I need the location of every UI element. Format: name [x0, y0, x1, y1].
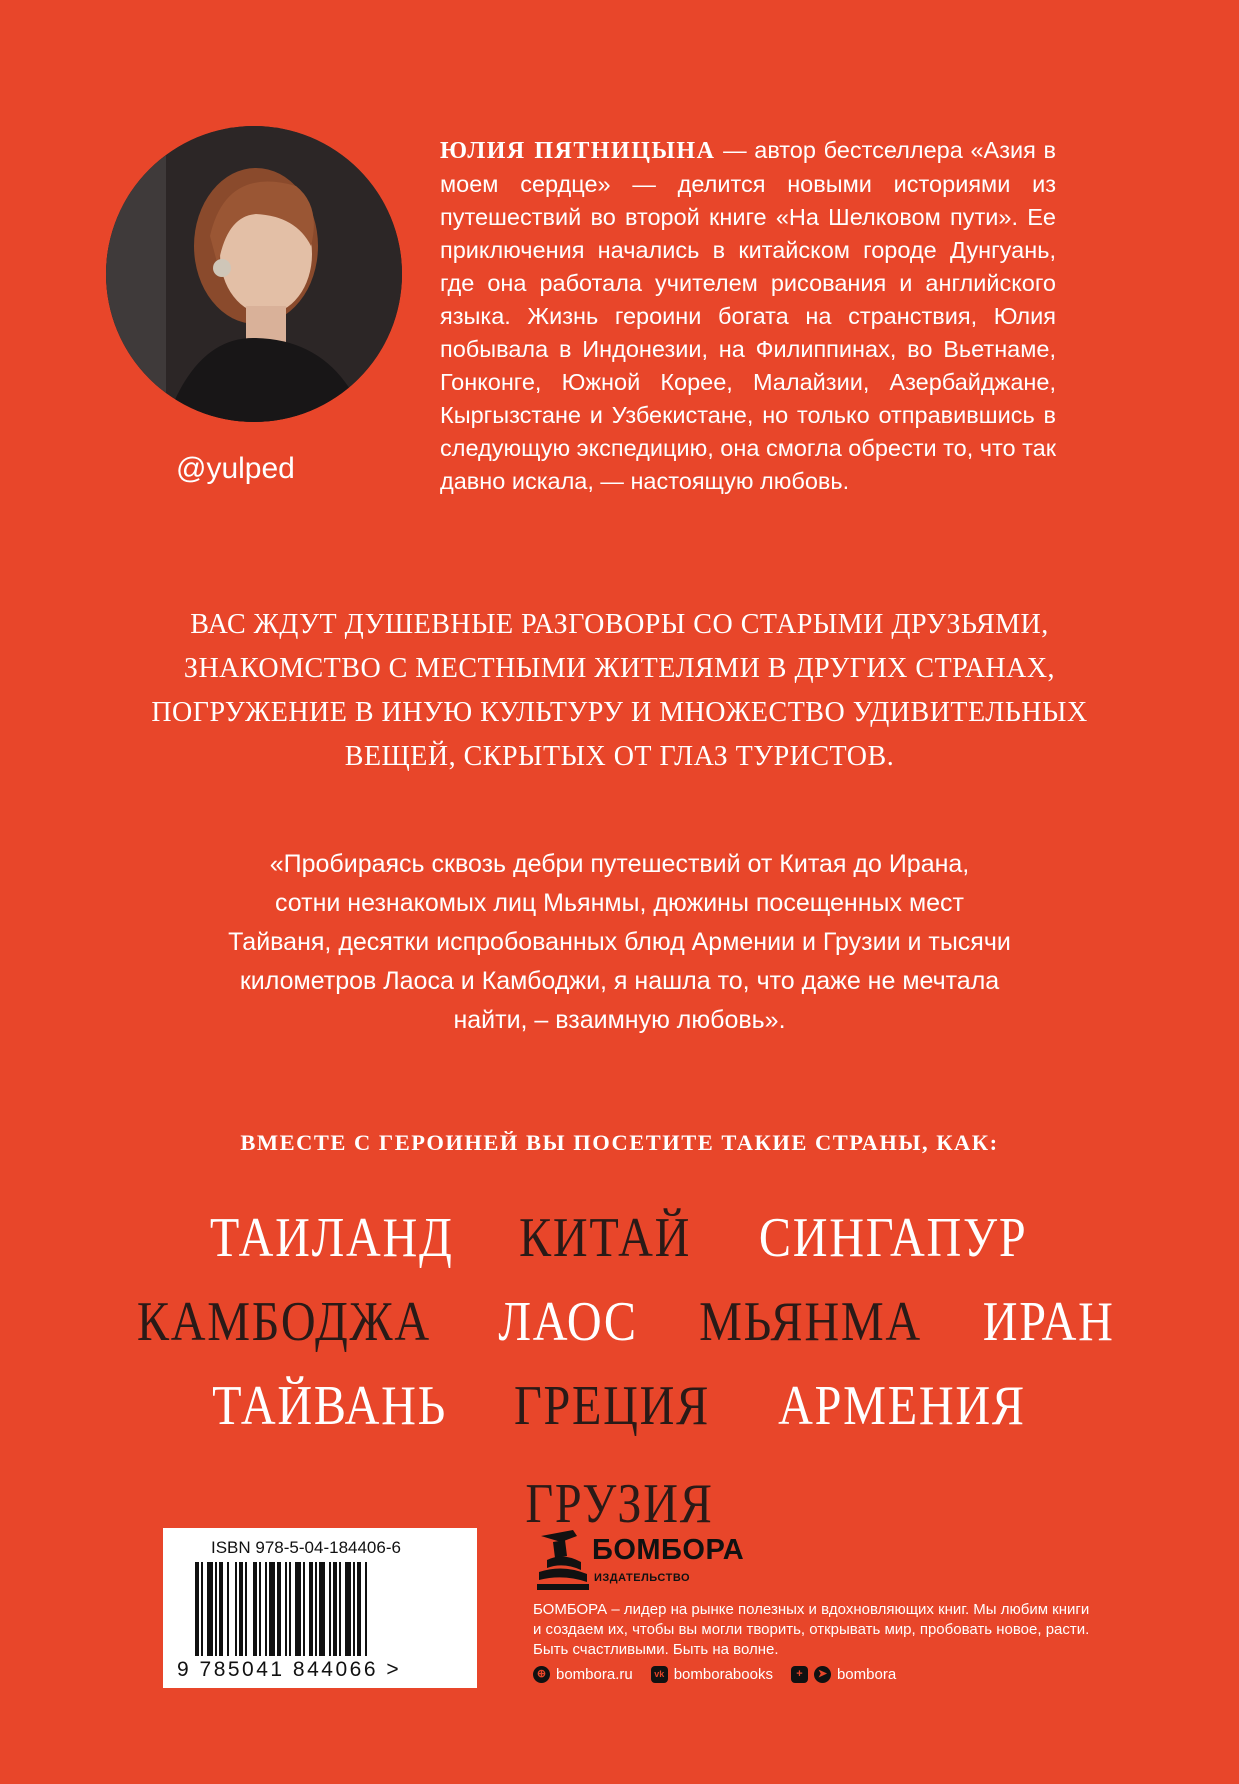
country-name: МЬЯНМА [699, 1291, 923, 1353]
author-photo [106, 126, 402, 422]
social-link-site[interactable] [533, 1666, 633, 1683]
author-bio [440, 134, 1056, 498]
country-name: АРМЕНИЯ [778, 1375, 1026, 1437]
quote-line: Тайваня, десятки испробованных блюд Армении и Грузии и тысячи [228, 928, 1011, 956]
lead-line: ВЕЩЕЙ, СКРЫТЫХ ОТ ГЛАЗ ТУРИСТОВ. [344, 741, 895, 772]
globe-icon: ⊕ [533, 1666, 550, 1683]
author-bio-text: — автор бестселлера «Азия в моем сердце» — делится новыми историями из путешествий во второй книге «На Шелковом пути». Ее приключения начались в китайском городе Дунгуань, где она работала учителем рисования и английского языка. Жизнь героини богата на странствия, Юлия побывала в Индонезии, на Филиппинах, во Вьетнаме, Гонконге, Южной Корее, Малайзии, Азербайджане, Кыргызстане и Узбекистане, но только отправившись в следующую экспедицию, она смогла обрести то, что так давно искала, — настоящую любовь. [440, 137, 1056, 494]
country-name: КАМБОДЖА [137, 1291, 432, 1353]
quote-line: «Пробираясь сквозь дебри путешествий от Китая до Ирана, [269, 850, 970, 878]
isbn-label: ISBN 978-5-04-184406-6 [211, 1538, 401, 1557]
social-link-telegram[interactable] [791, 1666, 896, 1683]
quote-line: сотни незнакомых лиц Мьянмы, дюжины посещенных мест [275, 889, 964, 917]
countries-heading: ВМЕСТЕ С ГЕРОИНЕЙ ВЫ ПОСЕТИТЕ ТАКИЕ СТРАНЫ, КАК: [240, 1130, 999, 1155]
quote-line: километров Лаоса и Камбоджи, я нашла то, что даже не мечтала [239, 967, 1000, 995]
barcode-icon [195, 1562, 445, 1660]
country-name: СИНГАПУР [758, 1207, 1028, 1269]
country-name: ГРУЗИЯ [525, 1473, 714, 1535]
telegram-icon: ➤ [814, 1666, 831, 1683]
country-name: ГРЕЦИЯ [514, 1375, 711, 1437]
social-link-vk[interactable] [651, 1666, 773, 1683]
publisher-description: БОМБОРА – лидер на рынке полезных и вдохновляющих книг. Мы любим книги и создаем их, чтобы вы могли творить, открывать мир, пробовать новое, расти. Быть счастливыми. Быть на волне. [533, 1601, 1090, 1658]
quote-line: найти, – взаимную любовь». [453, 1006, 786, 1034]
countries-list [60, 1196, 1179, 1535]
country-row [60, 1364, 1179, 1535]
country-name: ЛАОС [498, 1291, 638, 1353]
social-label: bombora [836, 1666, 897, 1683]
plus-icon: + [791, 1666, 808, 1683]
publisher-name: БОМБОРА [592, 1534, 745, 1566]
publisher-socials [533, 1666, 896, 1683]
country-name: КИТАЙ [519, 1207, 692, 1269]
barcode-box [163, 1528, 477, 1688]
lead-line: ПОГРУЖЕНИЕ В ИНУЮ КУЛЬТУРУ И МНОЖЕСТВО УДИВИТЕЛЬНЫХ [151, 697, 1088, 728]
social-label: bomborabooks [673, 1666, 773, 1683]
lead-paragraph [60, 603, 1179, 779]
country-name: ТАИЛАНД [209, 1207, 454, 1269]
country-name: ТАЙВАНЬ [212, 1375, 448, 1437]
lead-line: ЗНАКОМСТВО С МЕСТНЫМИ ЖИТЕЛЯМИ В ДРУГИХ СТРАНАХ, [183, 653, 1056, 684]
publisher-subtitle: ИЗДАТЕЛЬСТВО [594, 1572, 691, 1584]
country-row [60, 1280, 1179, 1364]
author-quote [120, 845, 1119, 1040]
barcode-number: 9 785041 844066 > [177, 1658, 402, 1681]
author-name: ЮЛИЯ ПЯТНИЦЫНА [440, 138, 716, 164]
country-name: ИРАН [983, 1291, 1115, 1353]
lead-line: ВАС ЖДУТ ДУШЕВНЫЕ РАЗГОВОРЫ СО СТАРЫМИ ДРУЗЬЯМИ, [190, 609, 1049, 640]
author-handle: @yulped [176, 452, 295, 485]
vk-icon: vk [651, 1666, 668, 1683]
bombora-logo-icon [533, 1526, 593, 1592]
country-row [60, 1196, 1179, 1280]
social-label: bombora.ru [556, 1666, 633, 1683]
